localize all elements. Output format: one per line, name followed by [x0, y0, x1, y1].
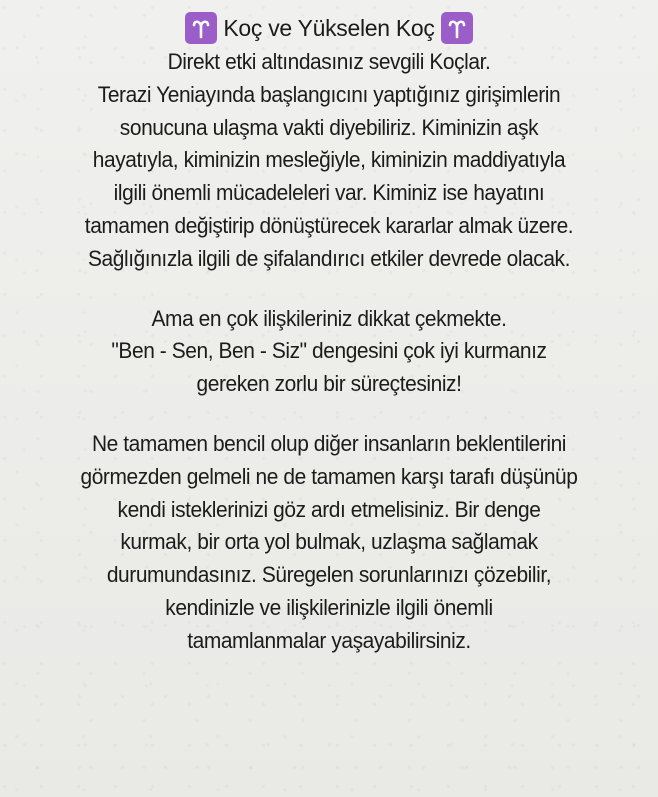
paragraph-intro [0, 46, 658, 276]
text-line: kendi isteklerinizi göz ardı etmelisiniz. Bir denge [117, 496, 541, 522]
text-line: Ama en çok ilişkileriniz dikkat çekmekte. [151, 305, 507, 331]
text-line: Sağlığınızla ilgili de şifalandırıcı etkiler devrede olacak. [87, 245, 571, 271]
text-line: tamamlanmalar yaşayabilirsiniz. [187, 627, 471, 653]
text-line: sonucuna ulaşma vakti diyebiliriz. Kiminizin aşk [119, 114, 539, 140]
paragraph-balance [0, 428, 658, 658]
paragraph-spacer [0, 401, 658, 428]
title-row [0, 10, 658, 46]
text-line: durumundasınız. Süregelen sorunlarınızı çözebilir, [106, 562, 552, 588]
text-line: tamamen değiştirip dönüştürecek kararlar almak üzere. [84, 212, 574, 238]
text-line: Ne tamamen bencil olup diğer insanların beklentilerini [91, 430, 567, 456]
paragraph-relationships [0, 303, 658, 401]
aries-icon [185, 12, 217, 44]
text-line: "Ben - Sen, Ben - Siz" dengesini çok iyi kurmanız [111, 338, 547, 364]
text-line: hayatıyla, kiminizin mesleğiyle, kiminizin maddiyatıyla [92, 147, 566, 173]
text-line: Terazi Yeniayında başlangıcını yaptığınız girişimlerin [97, 81, 561, 107]
paragraph-spacer [0, 276, 658, 303]
text-line: ilgili önemli mücadeleleri var. Kiminiz ise hayatını [113, 180, 545, 206]
text-line: kurmak, bir orta yol bulmak, uzlaşma sağlamak [120, 529, 538, 555]
text-line: kendinizle ve ilişkilerinizle ilgili önemli [165, 594, 493, 620]
aries-icon [441, 12, 473, 44]
post-title: Koç ve Yükselen Koç [223, 14, 435, 41]
text-line: Direkt etki altındasınız sevgili Koçlar. [167, 49, 491, 74]
text-line: görmezden gelmeli ne de tamamen karşı tarafı düşünüp [80, 463, 578, 489]
text-line: gereken zorlu bir süreçtesiniz! [196, 371, 462, 397]
